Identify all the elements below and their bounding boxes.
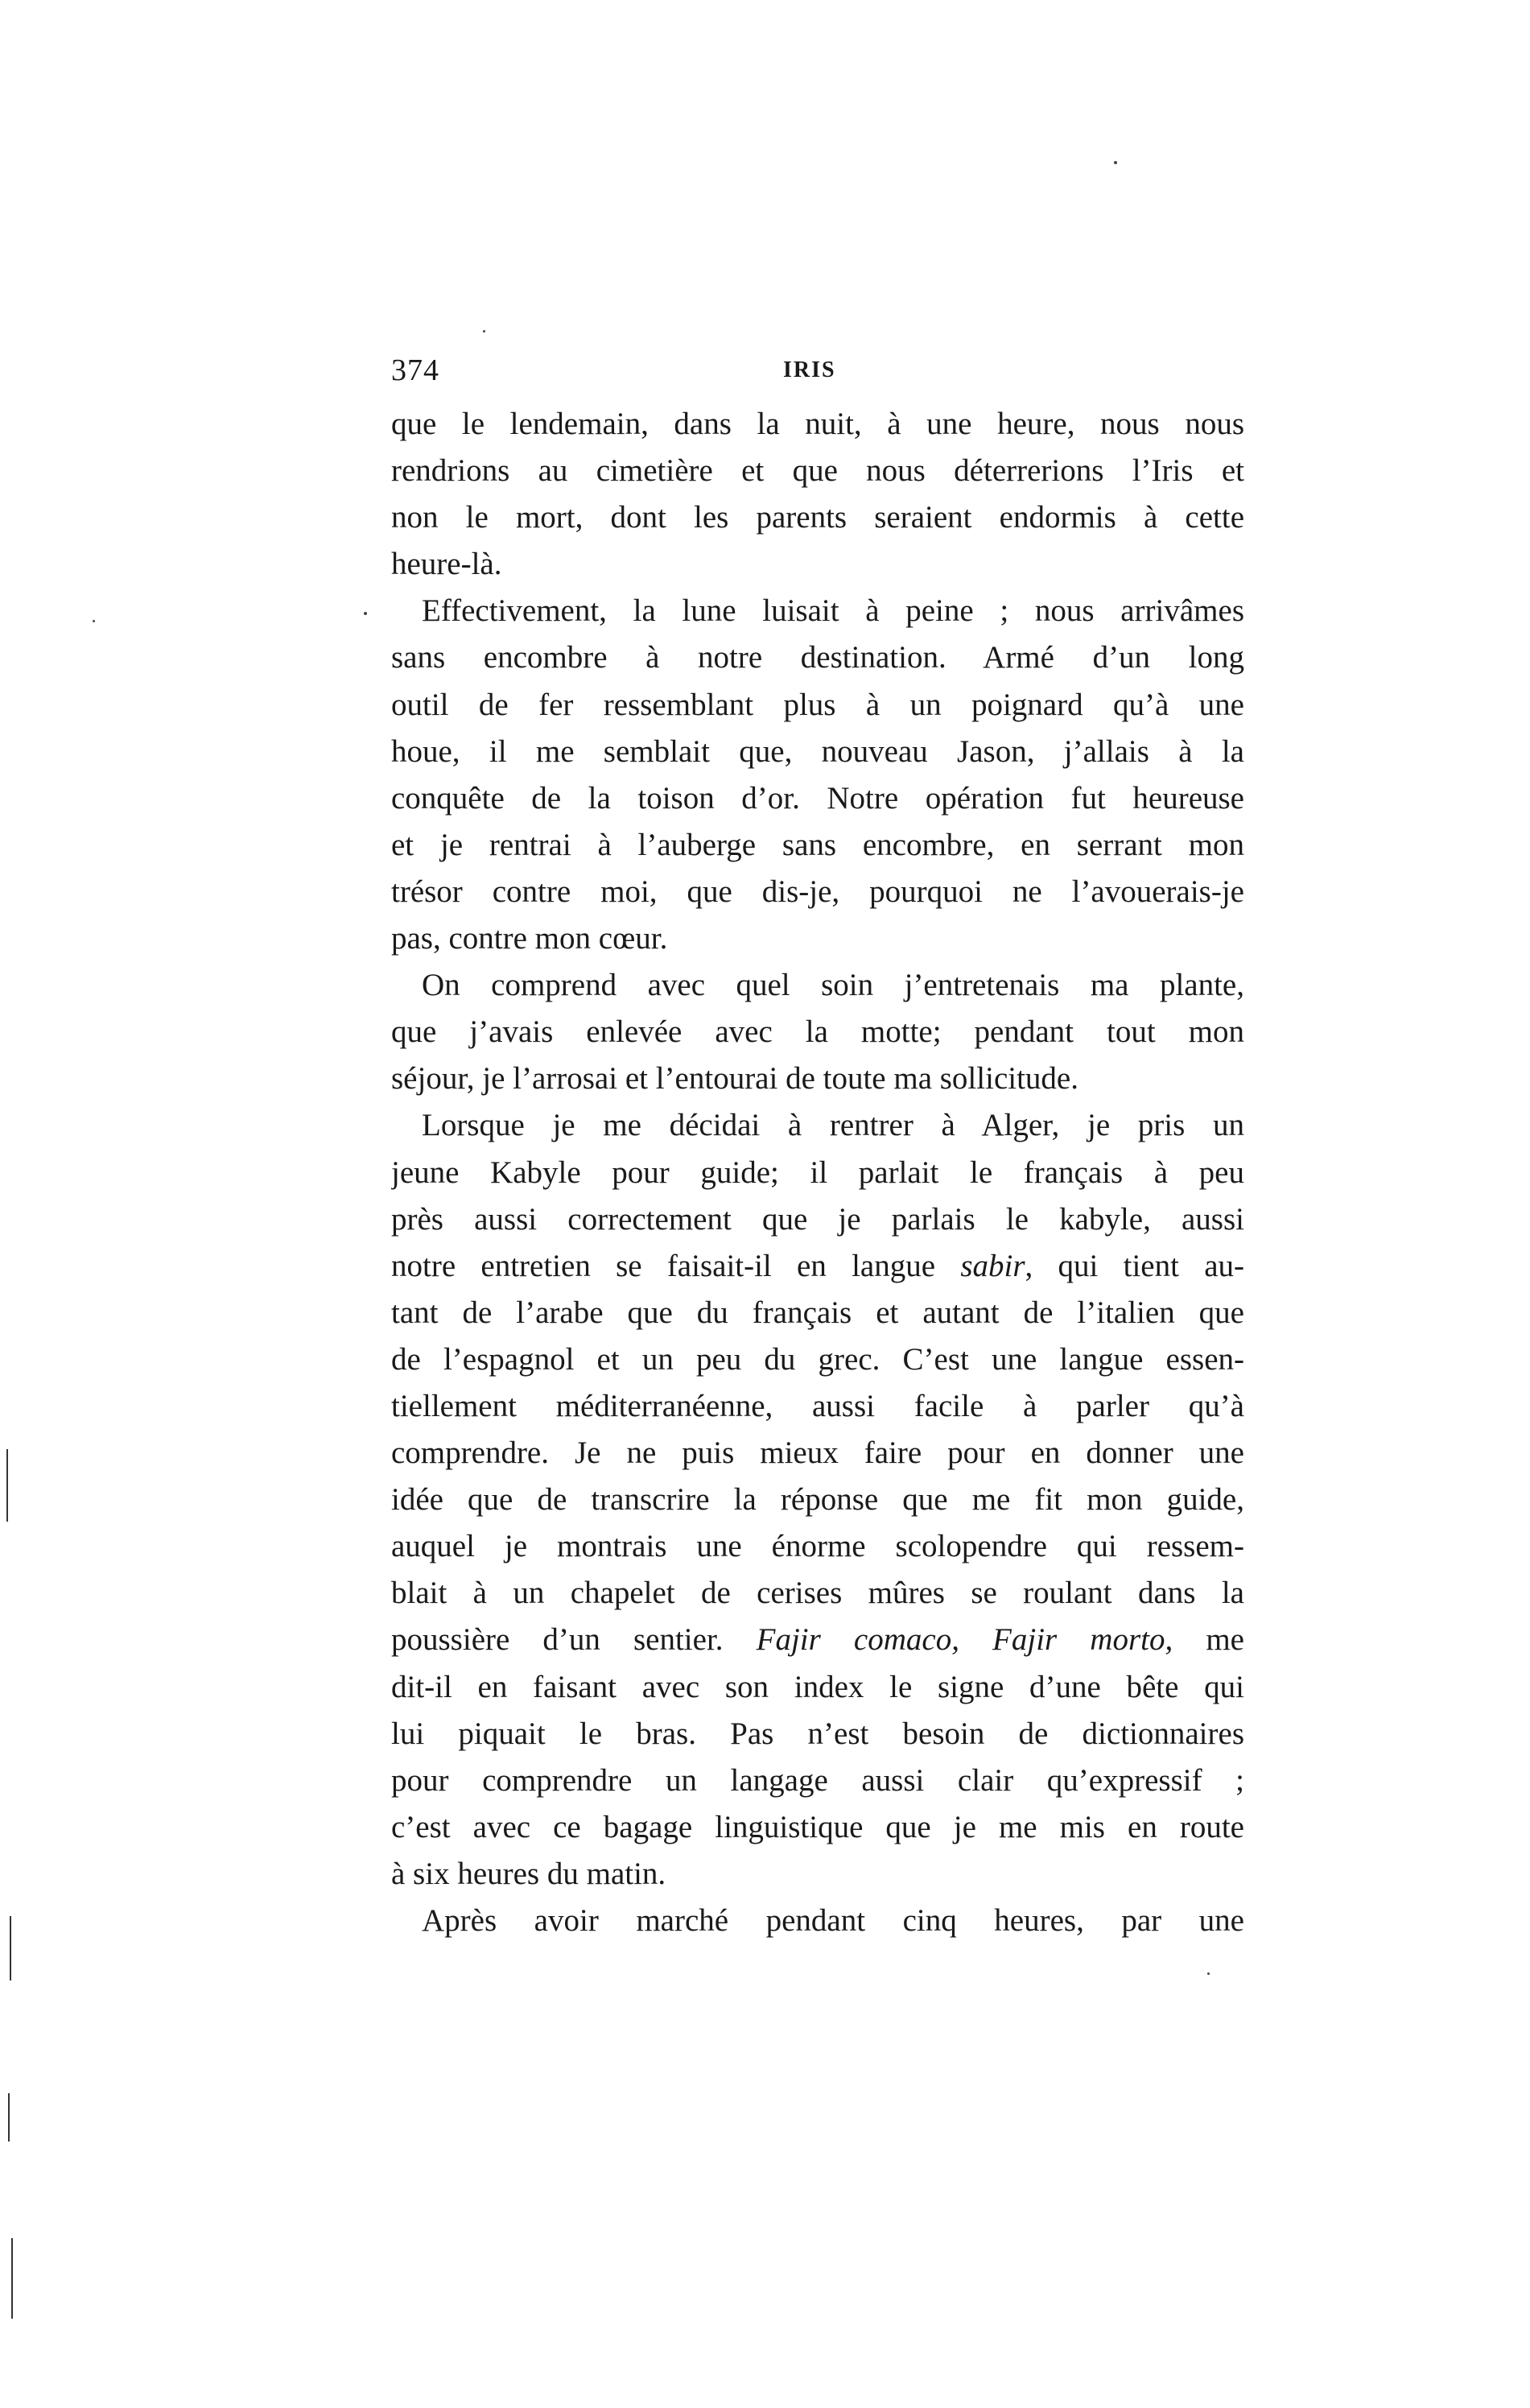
text-line: sans encombre à notre destination. Armé d’un long bbox=[391, 640, 1244, 675]
margin-line bbox=[6, 1449, 8, 1522]
scan-speck bbox=[364, 612, 367, 615]
scan-speck bbox=[93, 620, 95, 622]
text-line: tiellement méditerranéenne, aussi facile à parler qu’à bbox=[391, 1388, 1244, 1423]
text-line: heure-là. bbox=[391, 547, 502, 582]
text-line: près aussi correctement que je parlais le kabyle, aussi bbox=[391, 1201, 1244, 1237]
scan-speck bbox=[1207, 1972, 1210, 1975]
text-line: pas, contre mon cœur. bbox=[391, 921, 668, 956]
text-line: pour comprendre un langage aussi clair qu’expressif ; bbox=[391, 1762, 1244, 1798]
text-line: séjour, je l’arrosai et l’entourai de toute ma sollicitude. bbox=[391, 1061, 1078, 1097]
paragraph-start-line: Effectivement, la lune luisait à peine ; nous arrivâmes bbox=[422, 593, 1244, 629]
text-segment: notre entretien se faisait-il en langue bbox=[391, 1248, 961, 1283]
paragraph-start-line: On comprend avec quel soin j’entretenais ma plante, bbox=[422, 968, 1244, 1003]
text-line: outil de fer ressemblant plus à un poignard qu’à une bbox=[391, 687, 1244, 722]
paragraph-start-line: Après avoir marché pendant cinq heures, par une bbox=[422, 1903, 1244, 1938]
text-line: rendrions au cimetière et que nous déterrerions l’Iris et bbox=[391, 453, 1244, 489]
text-line: auquel je montrais une énorme scolopendre qui ressem- bbox=[391, 1529, 1244, 1564]
text-line: lui piquait le bras. Pas n’est besoin de dictionnaires bbox=[391, 1716, 1244, 1751]
text-line: blait à un chapelet de cerises mûres se roulant dans la bbox=[391, 1576, 1244, 1611]
text-line: jeune Kabyle pour guide; il parlait le français à peu bbox=[391, 1154, 1244, 1190]
text-line: trésor contre moi, que dis-je, pourquoi ne l’avouerais-je bbox=[391, 874, 1244, 909]
text-line: que j’avais enlevée avec la motte; pendant tout mon bbox=[391, 1014, 1244, 1050]
text-line: comprendre. Je ne puis mieux faire pour en donner une bbox=[391, 1435, 1244, 1471]
text-segment: me bbox=[1173, 1622, 1244, 1658]
text-line: que le lendemain, dans la nuit, à une heure, nous nous bbox=[391, 407, 1244, 441]
paragraph-start-line: Lorsque je me décidai à rentrer à Alger, je pris un bbox=[422, 1108, 1244, 1143]
text-line: conquête de la toison d’or. Notre opération fut heureuse bbox=[391, 780, 1244, 816]
text-line: de l’espagnol et un peu du grec. C’est une langue essen- bbox=[391, 1341, 1244, 1377]
margin-line bbox=[11, 2238, 13, 2319]
italic-phrase: Fajir comaco, Fajir morto, bbox=[756, 1622, 1173, 1658]
running-title: IRIS bbox=[783, 357, 836, 382]
margin-line bbox=[10, 1916, 11, 1981]
text-line: tant de l’arabe que du français et autant de l’italien que bbox=[391, 1295, 1244, 1330]
scan-speck bbox=[483, 330, 485, 332]
text-line: non le mort, dont les parents seraient endormis à cette bbox=[391, 500, 1244, 535]
page-header bbox=[391, 353, 1244, 393]
text-line-with-italic bbox=[391, 1243, 1244, 1290]
text-line-with-italic bbox=[391, 1617, 1244, 1663]
margin-line bbox=[8, 2093, 10, 2142]
text-segment: , qui tient au- bbox=[1025, 1248, 1244, 1283]
italic-word: sabir bbox=[960, 1248, 1025, 1283]
body-text bbox=[391, 401, 1244, 1944]
text-segment: poussière d’un sentier. bbox=[391, 1622, 757, 1658]
page-number: 374 bbox=[391, 353, 439, 387]
text-line: à six heures du matin. bbox=[391, 1856, 666, 1891]
text-line: houe, il me semblait que, nouveau Jason, j’allais à la bbox=[391, 733, 1244, 769]
text-line: c’est avec ce bagage linguistique que je me mis en route bbox=[391, 1809, 1244, 1844]
scan-speck bbox=[1114, 161, 1117, 164]
text-line: idée que de transcrire la réponse que me fit mon guide, bbox=[391, 1482, 1244, 1518]
text-line: et je rentrai à l’auberge sans encombre, en serrant mon bbox=[391, 827, 1244, 862]
text-line: dit-il en faisant avec son index le signe d’une bête qui bbox=[391, 1669, 1244, 1704]
